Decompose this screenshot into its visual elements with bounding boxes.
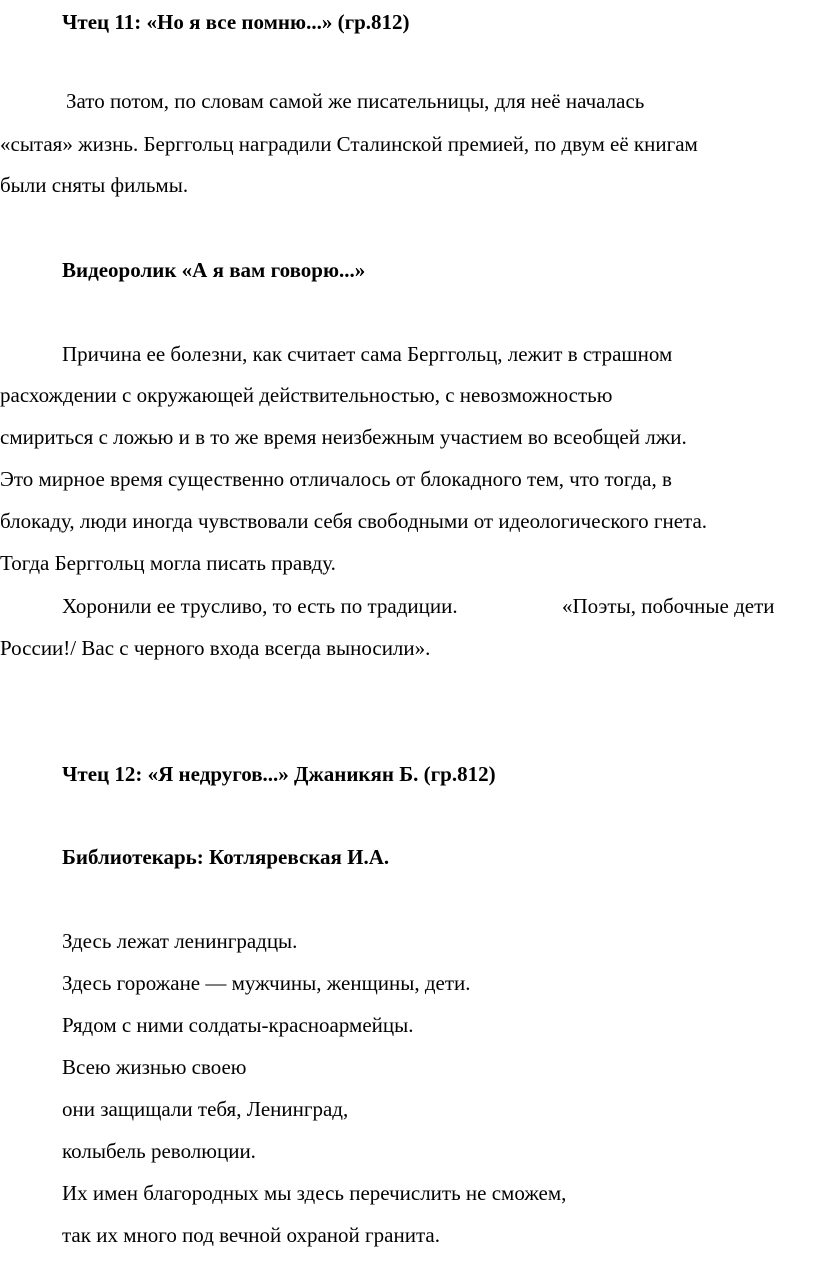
paragraph-1-line-1: Зато потом, по словам самой же писательницы, для неё началась — [66, 89, 645, 113]
poem-line-6: колыбель революции. — [62, 1139, 256, 1163]
paragraph-2-line-4: Это мирное время существенно отличалось от блокадного тем, что тогда, в — [0, 467, 672, 491]
heading-reader-12: Чтец 12: «Я недругов...» Джаникян Б. (гр.812) — [62, 762, 496, 786]
paragraph-2-line-1: Причина ее болезни, как считает сама Берггольц, лежит в страшном — [62, 342, 673, 366]
paragraph-2-line-3: смириться с ложью и в то же время неизбежным участием во всеобщей лжи. — [0, 425, 687, 449]
poem-line-4: Всею жизнью своею — [62, 1055, 247, 1079]
heading-librarian: Библиотекарь: Котляревская И.А. — [62, 845, 390, 869]
paragraph-2-line-2: расхождении с окружающей действительностью, с невозможностью — [0, 383, 613, 407]
poem-line-1: Здесь лежат ленинградцы. — [62, 929, 298, 953]
paragraph-3-line-1: Хоронили ее трусливо, то есть по традиции. — [62, 594, 458, 618]
paragraph-3-quote-start: «Поэты, побочные дети — [562, 594, 775, 618]
heading-reader-11: Чтец 11: «Но я все помню...» (гр.812) — [62, 10, 410, 34]
poem-line-2: Здесь горожане — мужчины, женщины, дети. — [62, 971, 471, 995]
poem-line-7: Их имен благородных мы здесь перечислить не сможем, — [62, 1181, 567, 1205]
heading-video: Видеоролик «А я вам говорю...» — [62, 258, 366, 282]
poem-line-3: Рядом с ними солдаты-красноармейцы. — [62, 1013, 414, 1037]
paragraph-2-line-5: блокаду, люди иногда чувствовали себя свободными от идеологического гнета. — [0, 509, 708, 533]
paragraph-2-line-6: Тогда Берггольц могла писать правду. — [0, 551, 336, 575]
poem-line-8: так их много под вечной охраной гранита. — [62, 1223, 440, 1247]
paragraph-1-line-3: были сняты фильмы. — [0, 173, 189, 197]
paragraph-1-line-2: «сытая» жизнь. Берггольц наградили Сталинской премией, по двум её книгам — [0, 132, 698, 156]
paragraph-3-line-2: России!/ Вас с черного входа всегда выносили». — [0, 636, 431, 660]
poem-line-5: они защищали тебя, Ленинград, — [62, 1097, 349, 1121]
